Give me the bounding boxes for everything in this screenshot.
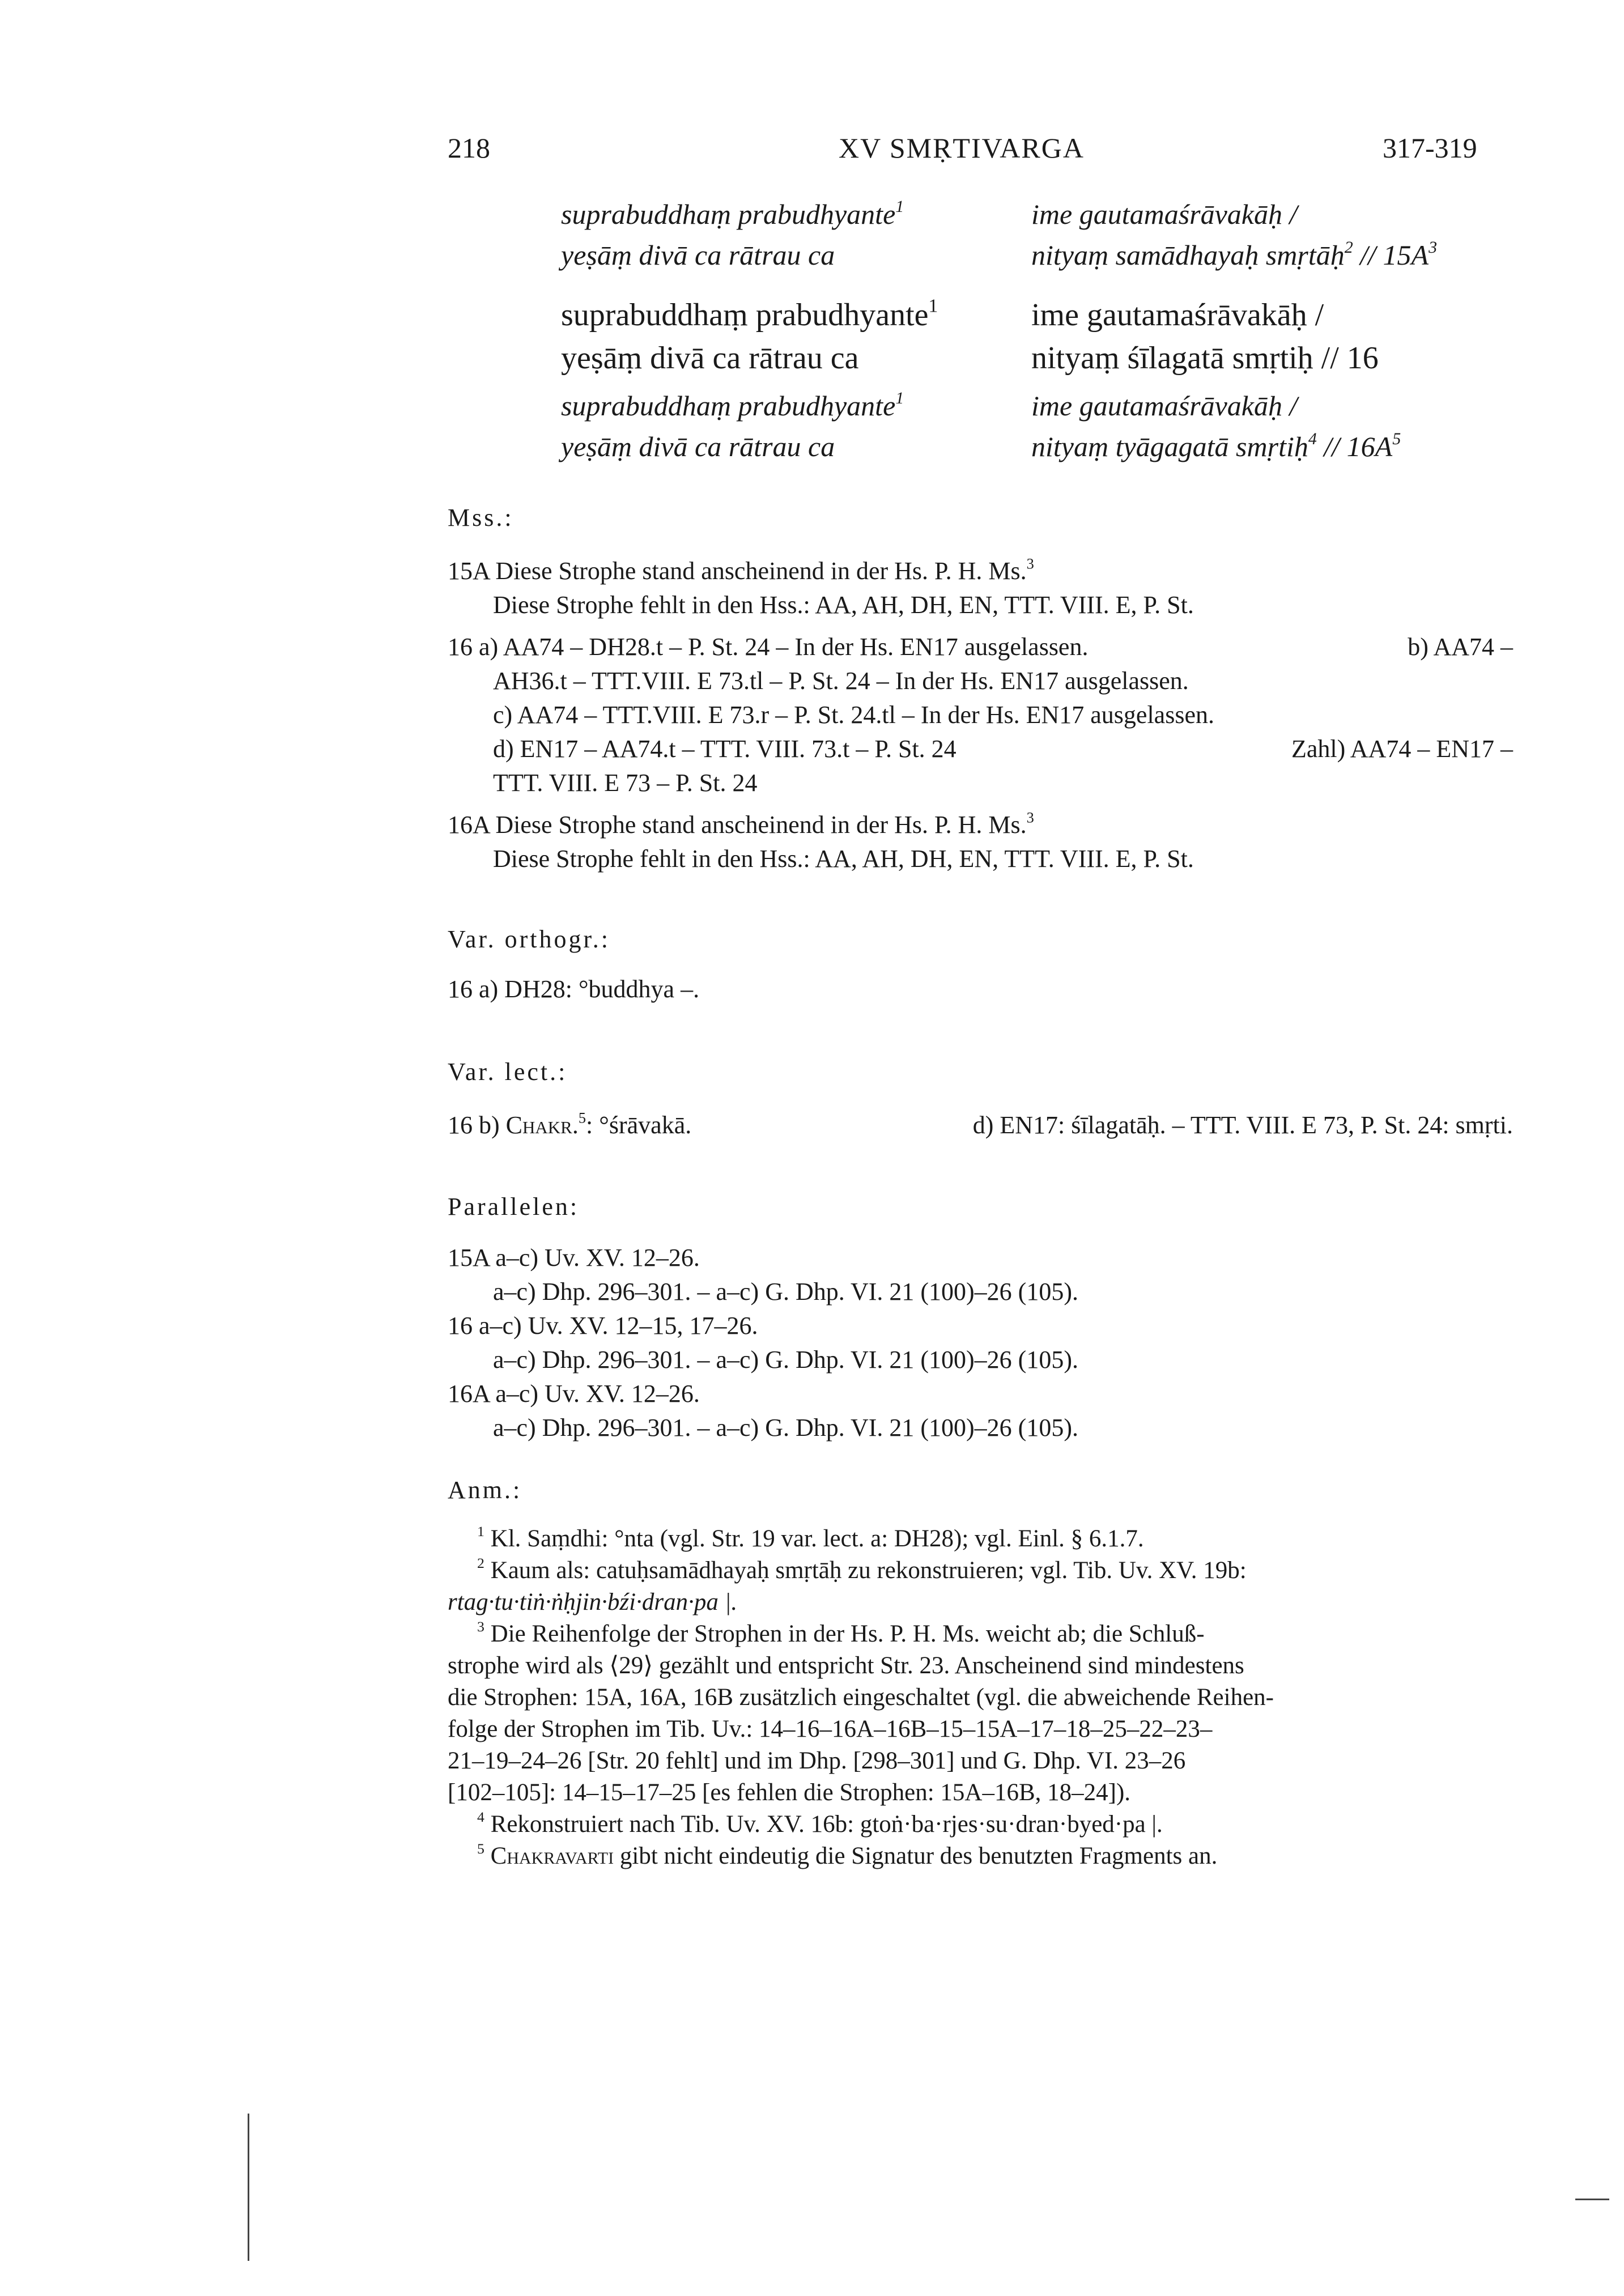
verse-15a-pada-c: yeṣāṃ divā ca rātrau ca — [561, 239, 835, 271]
footnote-3-line-4: folge der Strophen im Tib. Uv.: 14–16–16A–16B–15–15A–17–18–25–22–23– — [448, 1716, 1213, 1742]
parallelen-heading: Parallelen: — [448, 1193, 580, 1221]
parallel-line: a–c) Dhp. 296–301. – a–c) G. Dhp. VI. 21 (100)–26 (105). — [493, 1414, 1078, 1442]
footnote-ref: 3 — [1429, 238, 1438, 257]
verse-15a-pada-a: suprabuddhaṃ prabudhyante — [561, 198, 896, 230]
verse-16-pada-c: yeṣāṃ divā ca rātrau ca — [561, 341, 859, 376]
parallel-line: 16 a–c) Uv. XV. 12–15, 17–26. — [448, 1312, 758, 1340]
verse-16-pada-b: ime gautamaśrāvakāḥ / — [1031, 297, 1324, 333]
footnote-5: $^5$ Chakravarti gibt nicht eindeutig die Signatur des benutzten Fragments an. — [477, 1840, 1218, 1869]
var-lect-heading: Var. lect.: — [448, 1058, 568, 1086]
mss-16-line-1: 16 a) AA74 – DH28.t – P. St. 24 – In der Hs. EN17 ausgelassen. b) AA74 – — [448, 633, 1513, 661]
anm-heading: Anm.: — [448, 1476, 522, 1504]
parallel-line: a–c) Dhp. 296–301. – a–c) G. Dhp. VI. 21 (100)–26 (105). — [493, 1346, 1078, 1374]
anm-section — [448, 1523, 1513, 1872]
mss-16-line-4: d) EN17 – AA74.t – TTT. VIII. 73.t – P. St. 24 Zahl) AA74 – EN17 – — [493, 735, 1513, 763]
verse-range: 317-319 — [1383, 132, 1477, 164]
mss-16-line-2: AH36.t – TTT.VIII. E 73.tl – P. St. 24 – In der Hs. EN17 ausgelassen. — [493, 667, 1189, 695]
running-title: XV SMṚTIVARGA — [839, 132, 1085, 164]
verse-16a — [561, 385, 1401, 467]
verse-16a-number: // 16A — [1316, 431, 1393, 462]
var-orthogr-line: 16 a) DH28: °buddhya –. — [448, 975, 700, 1003]
mss-15a-line-1: 15A Diese Strophe stand anscheinend in der Hs. P. H. Ms.$^3$ — [448, 555, 1034, 585]
var-orthogr-heading: Var. orthogr.: — [448, 925, 610, 953]
footnote-ref: 1 — [895, 389, 904, 407]
mss-15a-line-2: Diese Strophe fehlt in den Hss.: AA, AH, DH, EN, TTT. VIII. E, P. St. — [493, 591, 1194, 619]
page-number: 218 — [448, 132, 490, 164]
mss-section — [448, 554, 1513, 876]
footnote-2-line-2: rtag·tu·tiṅ·ṅḥjin·bźi·dran·pa |. — [448, 1589, 738, 1615]
verse-16a-pada-a: suprabuddhaṃ prabudhyante — [561, 390, 896, 422]
verse-16a-pada-c: yeṣāṃ divā ca rātrau ca — [561, 431, 835, 462]
footnote-2-line-1: $^2$ Kaum als: catuḥsamādhayaḥ smṛtāḥ zu rekonstruieren; vgl. Tib. Uv. XV. 19b: — [477, 1554, 1247, 1584]
mss-heading: Mss.: — [448, 504, 514, 532]
mss-16-line-3: c) AA74 – TTT.VIII. E 73.r – P. St. 24.tl – In der Hs. EN17 ausgelassen. — [493, 701, 1214, 729]
footnote-ref: 1 — [895, 197, 904, 216]
footnote-ref: 5 — [1392, 430, 1401, 448]
verse-16-pada-a: suprabuddhaṃ prabudhyante — [561, 297, 929, 333]
verse-15a-number: // 15A — [1353, 239, 1429, 271]
verse-16 — [561, 294, 1379, 380]
scan-mark — [1575, 2199, 1609, 2200]
verse-16-pada-d: nityaṃ śīlagatā smṛtiḥ // 16 — [1031, 341, 1379, 376]
verse-15a-pada-d: nityaṃ samādhayaḥ smṛtāḥ — [1031, 239, 1345, 271]
footnote-3-line-6: [102–105]: 14–15–17–25 [es fehlen die Strophen: 15A–16B, 18–24]). — [448, 1779, 1131, 1806]
parallel-line: 15A a–c) Uv. XV. 12–26. — [448, 1244, 700, 1272]
var-lect-line: 16 b) Chakr.$^5$: °śrāvakā. d) EN17: śīlagatāḥ. – TTT. VIII. E 73, P. St. 24: smṛti. — [448, 1109, 1513, 1139]
footnote-3-line-3: die Strophen: 15A, 16A, 16B zusätzlich eingeschaltet (vgl. die abweichende Reihen- — [448, 1684, 1274, 1711]
mss-16-line-5: TTT. VIII. E 73 – P. St. 24 — [493, 769, 758, 797]
scan-mark — [248, 2114, 249, 2261]
footnote-3-line-5: 21–19–24–26 [Str. 20 fehlt] und im Dhp. [298–301] und G. Dhp. VI. 23–26 — [448, 1747, 1186, 1774]
footnote-3-line-2: strophe wird als ⟨29⟩ gezählt und entspricht Str. 23. Anscheinend sind mindestens — [448, 1652, 1244, 1679]
footnote-ref: 4 — [1308, 430, 1317, 448]
parallel-line: 16A a–c) Uv. XV. 12–26. — [448, 1380, 700, 1408]
footnote-1: $^1$ Kl. Saṃdhi: °nta (vgl. Str. 19 var. lect. a: DH28); vgl. Einl. § 6.1.7. — [477, 1523, 1144, 1552]
footnote-ref: 1 — [928, 295, 938, 317]
mss-16a-line-2: Diese Strophe fehlt in den Hss.: AA, AH, DH, EN, TTT. VIII. E, P. St. — [493, 845, 1194, 873]
parallel-line: a–c) Dhp. 296–301. – a–c) G. Dhp. VI. 21 (100)–26 (105). — [493, 1278, 1078, 1306]
verse-15a-pada-b: ime gautamaśrāvakāḥ / — [1031, 198, 1298, 230]
verse-15a — [561, 194, 1437, 275]
mss-16a-line-1: 16A Diese Strophe stand anscheinend in der Hs. P. H. Ms.$^3$ — [448, 809, 1034, 839]
footnote-4: $^4$ Rekonstruiert nach Tib. Uv. XV. 16b: gtoṅ·ba·rjes·su·dran·byed·pa |. — [477, 1808, 1163, 1838]
verse-16a-pada-d: nityaṃ tyāgagatā smṛtiḥ — [1031, 431, 1308, 462]
verse-16a-pada-b: ime gautamaśrāvakāḥ / — [1031, 390, 1298, 422]
parallelen-section — [448, 1241, 1513, 1445]
footnote-3-line-1: $^3$ Die Reihenfolge der Strophen in der Hs. P. H. Ms. weicht ab; die Schluß- — [477, 1618, 1205, 1647]
footnote-ref: 2 — [1344, 238, 1353, 257]
